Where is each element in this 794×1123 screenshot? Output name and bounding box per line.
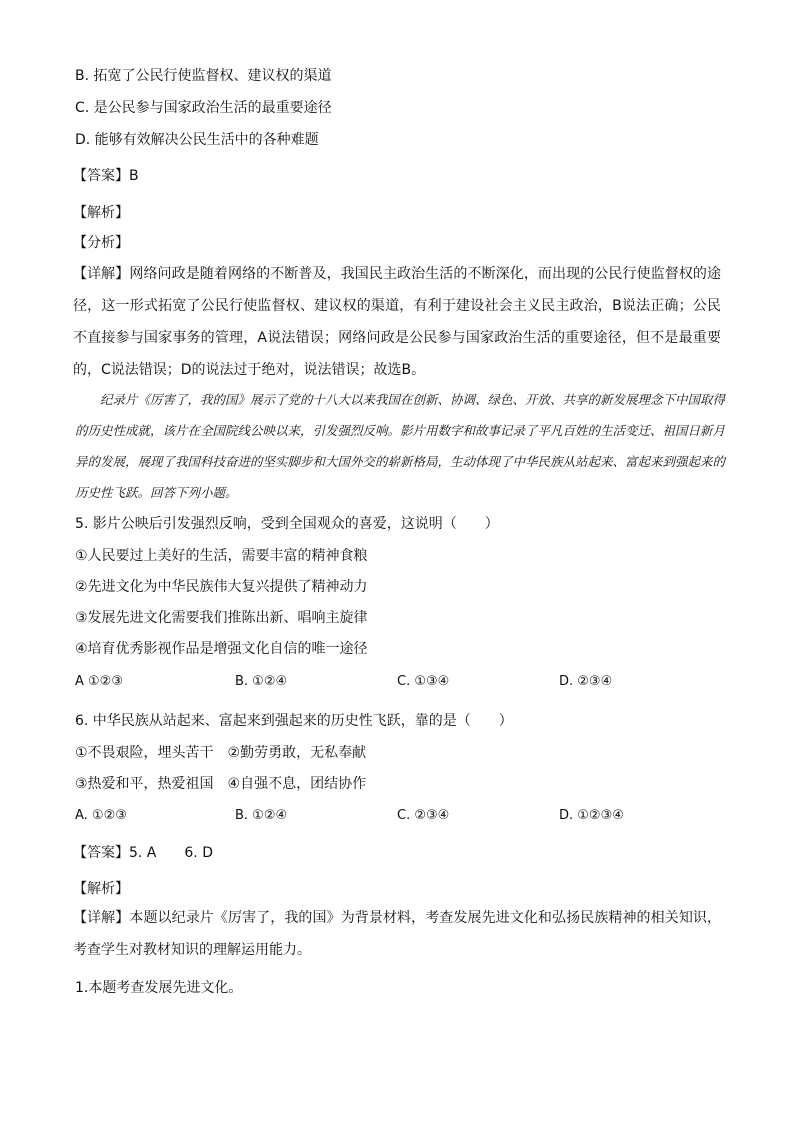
answer-value: B (129, 168, 139, 184)
answer-label: 【答案】 (73, 845, 129, 861)
option-b: B. 拓宽了公民行使监督权、建议权的渠道 (75, 68, 332, 84)
fenxi-heading: 【分析】 (73, 235, 129, 251)
q5-stem: 5. 影片公映后引发强烈反响，受到全国观众的喜爱，这说明（ ） (75, 516, 499, 532)
answer-line-1 (73, 167, 139, 185)
q6-stem: 6. 中华民族从站起来、富起来到强起来的历史性飞跃，靠的是（ ） (75, 713, 513, 729)
option-c: C. 是公民参与国家政治生活的最重要途径 (75, 100, 332, 116)
material-paragraph: 纪录片《厉害了，我的国》展示了党的十八大以来我国在创新、协调、绿色、开放、共享的新发展理念下中国取得的历史性成就，该片在全国院线公映以来，引发强烈反响。影片用数字和故事记录了平凡百姓的生活变迁、祖国日新月异的发展，展现了我国科技奋进的坚实脚步和大国外交的崭新格局，生动体现了中华民族从站起来、富起来到强起来的历史性飞跃。回答下列小题。 (75, 392, 726, 500)
q5-option-a: A ①②③ (75, 674, 123, 689)
q6-option-a: A. ①②③ (75, 808, 127, 823)
q5-item-2: ②先进文化为中华民族伟大复兴提供了精神动力 (75, 579, 368, 595)
answer-label: 【答案】 (73, 168, 129, 184)
q5-option-d: D. ②③④ (559, 674, 613, 689)
option-d: D. 能够有效解决公民生活中的各种难题 (75, 132, 319, 148)
point-1: 1.本题考查发展先进文化。 (75, 980, 243, 996)
q6-item-2: ③热爱和平，热爱祖国 ④自强不息，团结协作 (75, 776, 367, 792)
answer-value: 5. A 6. D (129, 845, 213, 861)
q5-option-c: C. ①③④ (397, 674, 450, 689)
q5-option-b: B. ①②④ (235, 674, 288, 689)
q6-option-b: B. ①②④ (235, 808, 288, 823)
answer-line-2 (73, 844, 213, 862)
jiexi-heading-2: 【解析】 (73, 881, 129, 897)
q6-option-c: C. ②③④ (397, 808, 450, 823)
q5-item-4: ④培育优秀影视作品是增强文化自信的唯一途径 (75, 641, 368, 657)
detail-paragraph-1: 【详解】网络问政是随着网络的不断普及，我国民主政治生活的不断深化，而出现的公民行使监督权的途径，这一形式拓宽了公民行使监督权、建议权的渠道，有利于建设社会主义民主政治，B说法正确；公民不直接参与国家事务的管理，A说法错误；网络问政是公民参与国家政治生活的重要途径，但不是最重要的，C说法错误；D的说法过于绝对，说法错误；故选B。 (73, 266, 721, 378)
q5-item-1: ①人民要过上美好的生活，需要丰富的精神食粮 (75, 548, 368, 564)
detail-paragraph-2: 【详解】本题以纪录片《厉害了，我的国》为背景材料，考查发展先进文化和弘扬民族精神的相关知识，考查学生对教材知识的理解运用能力。 (73, 910, 721, 958)
jiexi-heading-1: 【解析】 (73, 205, 129, 221)
q6-item-1: ①不畏艰险，埋头苦干 ②勤劳勇敢，无私奉献 (75, 745, 367, 761)
q6-option-d: D. ①②③④ (559, 808, 624, 823)
q5-item-3: ③发展先进文化需要我们推陈出新、唱响主旋律 (75, 610, 368, 626)
